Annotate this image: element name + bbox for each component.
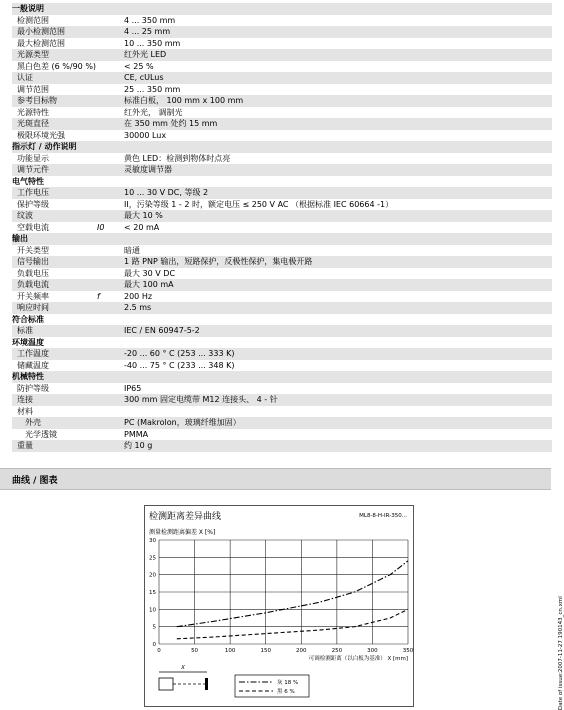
spec-value: 10 ... 30 V DC, 等级 2 <box>124 188 209 197</box>
spec-label: 光源特性 <box>17 107 49 117</box>
spec-value: 4 ... 350 mm <box>124 15 176 25</box>
spec-section-heading <box>12 337 552 349</box>
spec-label: 光学透镜 <box>25 429 57 439</box>
spec-label: 调节元件 <box>17 165 49 174</box>
section-title: 符合标准 <box>12 314 44 324</box>
y-tick-label: 15 <box>149 590 156 596</box>
y-axis-label: 测量检测距离偏差 X [%] <box>149 529 216 536</box>
spec-label: 光源类型 <box>17 50 49 59</box>
spec-label: 最小检测范围 <box>17 27 65 36</box>
x-tick-label: 250 <box>331 648 343 654</box>
spec-value: 暗通 <box>124 245 140 255</box>
sensor-body <box>159 678 173 690</box>
curves-section-title: 曲线 / 图表 <box>12 476 58 486</box>
target-plate <box>205 678 208 690</box>
spec-label: 重量 <box>17 441 33 450</box>
spec-label: 空载电流 <box>17 222 49 232</box>
series-line <box>177 609 408 639</box>
section-title: 输出 <box>12 234 28 243</box>
spec-label: 极限环境光强 <box>17 130 65 140</box>
spec-row <box>12 26 552 38</box>
x-tick-label: 0 <box>157 648 161 654</box>
spec-label: 工作温度 <box>17 349 49 358</box>
spec-label: 标准 <box>17 326 33 335</box>
y-tick-label: 5 <box>152 624 156 631</box>
spec-value: CE, cULus <box>124 73 164 82</box>
spec-label: 负载电流 <box>17 280 49 289</box>
spec-label: 开关类型 <box>17 245 49 255</box>
x-tick-label: 50 <box>191 648 199 654</box>
spec-value: 红外光， 调制光 <box>124 107 183 117</box>
spec-label: 调节范围 <box>17 84 49 94</box>
legend-box <box>235 675 309 697</box>
x-tick-label: 100 <box>224 648 236 654</box>
spec-row <box>12 325 552 337</box>
spec-value: 约 10 g <box>124 441 153 450</box>
spec-value: PC (Makrolon，玻璃纤维加固） <box>124 418 241 427</box>
spec-value: 标准白板， 100 mm x 100 mm <box>124 96 244 105</box>
x-tick-label: 300 <box>367 648 378 654</box>
spec-row <box>12 61 552 73</box>
spec-value: 红外光 LED <box>124 50 167 59</box>
detection-distance-chart <box>144 505 414 707</box>
spec-label: 参考目标物 <box>17 96 57 105</box>
spec-value: 25 ... 350 mm <box>124 84 181 94</box>
spec-row <box>12 348 552 360</box>
spec-row <box>12 107 552 119</box>
spec-value: 1 路 PNP 输出，短路保护，反极性保护，集电极开路 <box>124 257 313 266</box>
spec-section-heading <box>12 176 552 188</box>
spec-label: 保护等级 <box>17 199 49 209</box>
spec-label: 负载电压 <box>17 268 49 278</box>
spec-row <box>12 164 552 176</box>
section-title: 机械特性 <box>12 372 44 381</box>
curves-section-header <box>0 468 551 490</box>
spec-section-heading <box>12 141 552 153</box>
y-tick-label: 20 <box>149 572 156 579</box>
spec-value: 在 350 mm 处约 15 mm <box>124 119 218 128</box>
spec-row <box>12 210 552 222</box>
chart-title: 检测距离差异曲线 <box>149 512 222 522</box>
spec-row <box>12 268 552 280</box>
section-title: 电气特性 <box>12 176 44 186</box>
x-tick-label: 350 <box>402 648 414 654</box>
y-tick-label: 25 <box>149 555 156 562</box>
spec-row <box>12 256 552 268</box>
spec-label: 检测范围 <box>17 15 49 25</box>
spec-row <box>12 84 552 96</box>
spec-row <box>12 429 552 441</box>
spec-value: IP65 <box>124 383 142 393</box>
x-tick-label: 200 <box>296 648 307 654</box>
spec-row <box>12 360 552 372</box>
spec-value: 最大 100 mA <box>124 280 174 289</box>
chart-model: ML8-8-H-IR-350... <box>359 513 407 519</box>
spec-label: 储藏温度 <box>17 360 49 370</box>
spec-value: 灵敏度调节器 <box>124 165 172 174</box>
spec-label: 工作电压 <box>17 188 49 197</box>
spec-section-heading <box>12 371 552 383</box>
spec-label: 认证 <box>17 73 33 82</box>
spec-value: < 25 % <box>124 61 154 71</box>
spec-label: 光斑直径 <box>17 119 49 128</box>
spec-value: 2.5 ms <box>124 303 152 312</box>
spec-row <box>12 440 552 452</box>
y-tick-label: 30 <box>149 538 156 544</box>
spec-label: 最大检测范围 <box>17 38 65 48</box>
spec-label: 防护等级 <box>17 383 49 393</box>
series-line <box>177 561 408 627</box>
x-axis-label: 可调检测距离（以白板为基准） X [mm] <box>308 656 408 662</box>
section-title: 指示灯 / 动作说明 <box>12 142 77 151</box>
side-note <box>553 570 563 710</box>
spec-row <box>12 72 552 84</box>
spec-row <box>12 394 552 406</box>
spec-row <box>12 15 552 27</box>
spec-label: 开关频率 <box>17 291 49 301</box>
spec-row <box>12 406 552 418</box>
spec-symbol: I0 <box>97 222 105 232</box>
spec-value: 黄色 LED：检测到物体时点亮 <box>124 153 231 163</box>
spec-value: 最大 10 % <box>124 211 163 220</box>
spec-row <box>12 222 552 234</box>
spec-label: 黑白色差 (6 %/90 %) <box>17 61 97 71</box>
spec-value: 4 ... 25 mm <box>124 27 171 36</box>
spec-section-heading <box>12 314 552 326</box>
spec-value: II，污染等级 1 - 2 时，额定电压 ≤ 250 V AC （根据标准 IEC 60664 -1） <box>124 199 394 209</box>
spec-section-heading <box>12 3 552 15</box>
spec-row <box>12 118 552 130</box>
spec-row <box>12 95 552 107</box>
spec-section-heading <box>12 233 552 245</box>
x-tick-label: 150 <box>260 648 271 654</box>
spec-label: 信号输出 <box>17 257 49 266</box>
legend-label: 黑 6 % <box>277 689 295 695</box>
spec-value: -40 ... 75 ° C (233 ... 348 K) <box>124 360 235 370</box>
spec-label: 材料 <box>17 406 33 416</box>
spec-label: 功能显示 <box>17 153 49 163</box>
spec-row <box>12 153 552 165</box>
legend-label: 灰 18 % <box>277 680 299 686</box>
spec-row <box>12 49 552 61</box>
chart-svg <box>145 506 413 706</box>
spec-table <box>12 3 552 452</box>
spec-row <box>12 279 552 291</box>
spec-value: 30000 Lux <box>124 130 167 140</box>
spec-value: < 20 mA <box>124 222 160 232</box>
spec-value: PMMA <box>124 429 149 439</box>
spec-value: -20 ... 60 ° C (253 ... 333 K) <box>124 349 235 358</box>
spec-label: 纹波 <box>17 211 33 220</box>
spec-row <box>12 130 552 142</box>
spec-row <box>12 383 552 395</box>
y-tick-label: 0 <box>152 642 156 648</box>
spec-symbol: f <box>97 291 100 301</box>
spec-value: 300 mm 固定电缆带 M12 连接头、 4 - 针 <box>124 395 278 404</box>
spec-value: 200 Hz <box>124 291 153 301</box>
distance-marker: X <box>181 665 185 671</box>
issue-date-note: Date of issue:2007-11-27 190143_cn.xml <box>558 596 564 710</box>
section-title: 一般说明 <box>12 4 44 13</box>
section-title: 环境温度 <box>12 337 44 347</box>
spec-row <box>12 38 552 50</box>
spec-value: IEC / EN 60947-5-2 <box>124 326 200 335</box>
spec-row <box>12 245 552 257</box>
y-tick-label: 10 <box>149 607 156 614</box>
spec-row <box>12 302 552 314</box>
spec-label: 连接 <box>17 395 33 404</box>
spec-row <box>12 199 552 211</box>
spec-row <box>12 291 552 303</box>
spec-label: 响应时间 <box>17 303 49 312</box>
spec-row <box>12 187 552 199</box>
spec-label: 外壳 <box>25 418 41 427</box>
spec-row <box>12 417 552 429</box>
spec-value: 10 ... 350 mm <box>124 38 181 48</box>
spec-value: 最大 30 V DC <box>124 268 176 278</box>
